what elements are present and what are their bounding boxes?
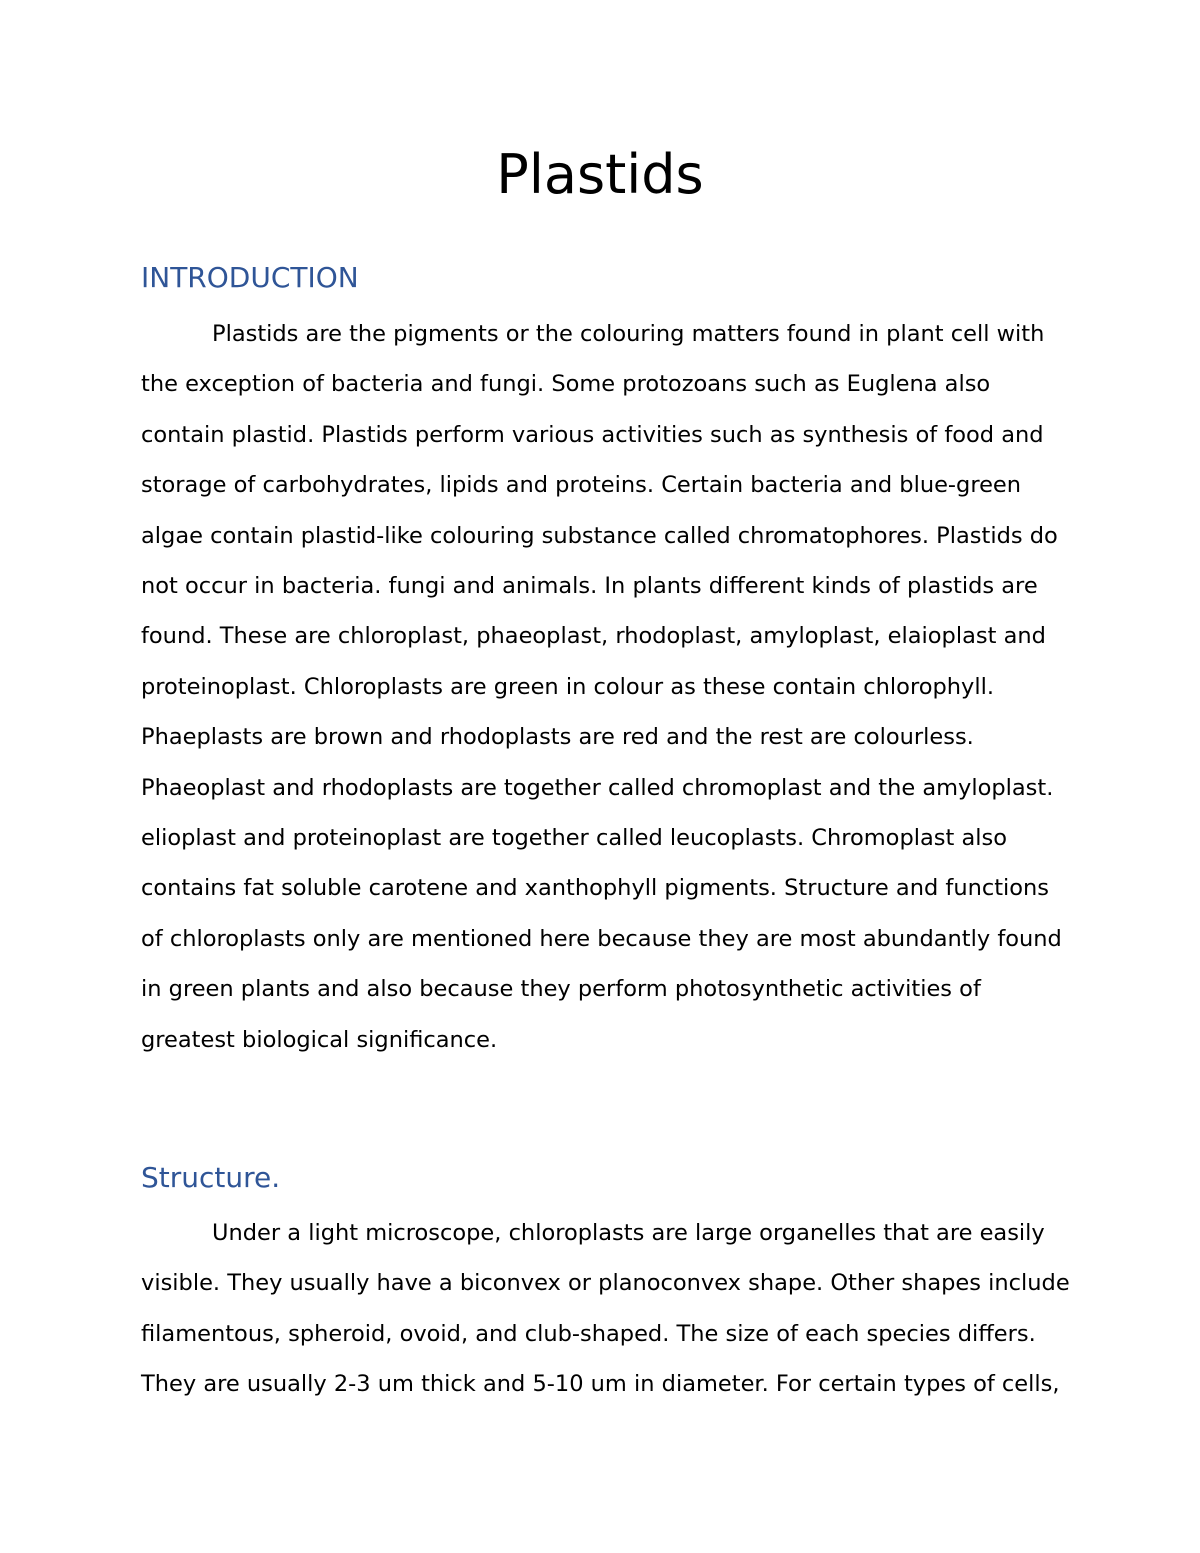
section-heading-introduction: INTRODUCTION	[141, 261, 359, 294]
section-heading-structure: Structure.	[141, 1161, 281, 1194]
introduction-paragraph: Plastids are the pigments or the colouring matters found in plant cell with the exception of bacteria and fungi. Some protozoans such as Euglena also contain plastid. Plastids perform various activities such as synthesis of food and storage of carbohydrates, lipids and proteins. Certain bacteria and blue-green algae contain plastid-like colouring substance called chromatophores. Plastids do not occur in bacteria. fungi and animals. In plants different kinds of plastids are found. These are chloroplast, phaeoplast, rhodoplast, amyloplast, elaioplast and proteinoplast. Chloroplasts are green in colour as these contain chlorophyll. Phaeplasts are brown and rhodoplasts are red and the rest are colourless. Phaeoplast and rhodoplasts are together called chromoplast and the amyloplast. elioplast and proteinoplast are together called leucoplasts. Chromoplast also contains fat soluble carotene and xanthophyll pigments. Structure and functions of chloroplasts only are mentioned here because they are most abundantly found in green plants and also because they perform photosynthetic activities of greatest biological significance.	[141, 321, 1062, 1053]
structure-paragraph: Under a light microscope, chloroplasts are large organelles that are easily visible. They usually have a biconvex or planoconvex shape. Other shapes include filamentous, spheroid, ovoid, and club-shaped. The size of each species differs. They are usually 2-3 um thick and 5-10 um in diameter. For certain types of cells,	[141, 1220, 1070, 1398]
document-title: Plastids	[496, 143, 704, 206]
